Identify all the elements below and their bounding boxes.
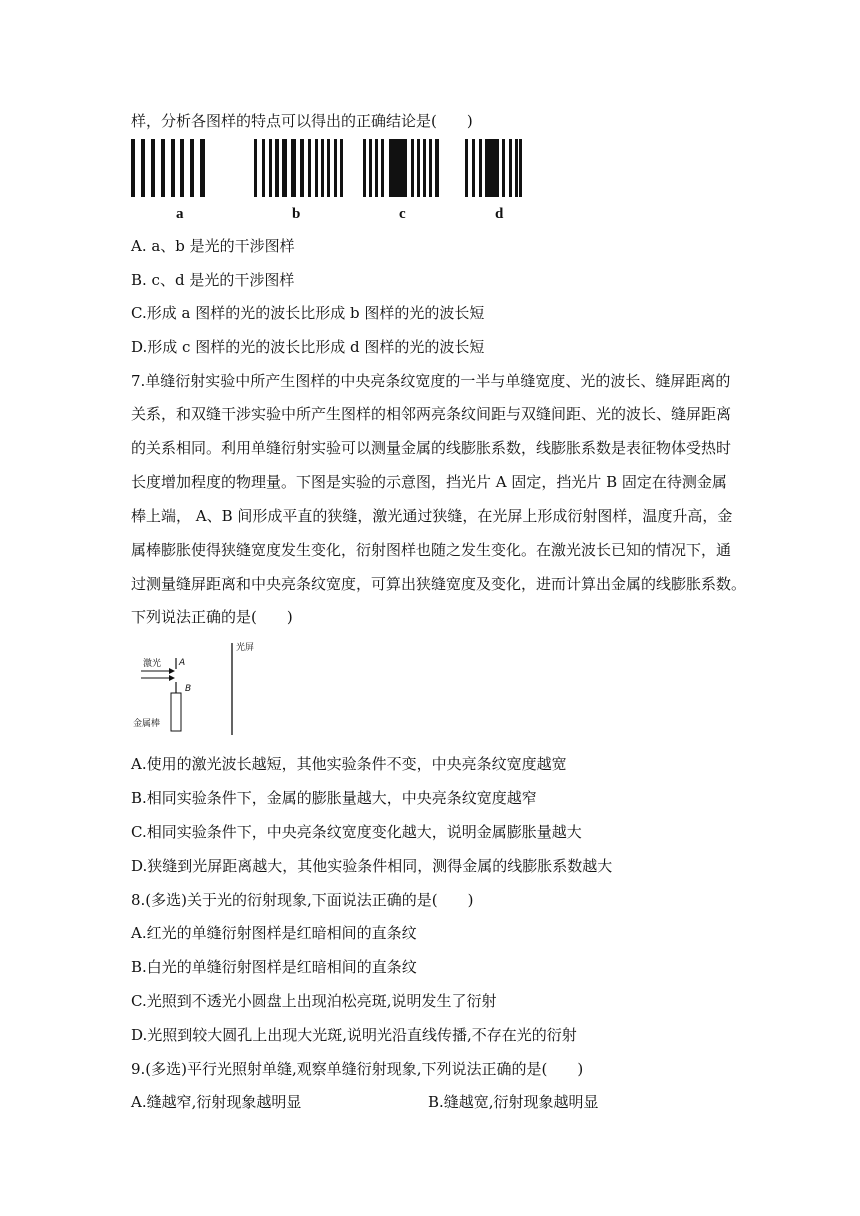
pattern-b-label: b: [292, 206, 301, 222]
q7-option-b: B.相同实验条件下，金属的膨胀量越大，中央亮条纹宽度越窄: [131, 789, 537, 807]
fringe-bar: [363, 139, 366, 197]
q8-option-c: C.光照到不透光小圆盘上出现泊松亮斑,说明发生了衍射: [131, 992, 497, 1010]
q7-stem-line-2: 关系，和双缝干涉实验中所产生图样的相邻两亮条纹间距与双缝间距、光的波长、缝屏距离: [131, 405, 732, 423]
fringe-bar: [502, 139, 505, 197]
q6-option-a: A. a、b 是光的干涉图样: [131, 237, 295, 255]
fringe-bar: [375, 139, 378, 197]
fringe-bar: [315, 139, 318, 197]
fringe-bar: [389, 139, 407, 197]
q8-option-d: D.光照到较大圆孔上出现大光斑,说明光沿直线传播,不存在光的衍射: [131, 1026, 577, 1044]
fringe-bar: [308, 139, 311, 197]
q7-stem-line-6: 属棒膨胀使得狭缝宽度发生变化，衍射图样也随之发生变化。在激光波长已知的情况下，通: [131, 541, 732, 559]
q6-option-b: B. c、d 是光的干涉图样: [131, 271, 295, 289]
screen-label: 光屏: [236, 643, 255, 653]
q7-option-c: C.相同实验条件下，中央亮条纹宽度变化越大，说明金属膨胀量越大: [131, 823, 582, 841]
fringe-patterns-figure: [131, 139, 531, 227]
fringe-bar: [515, 139, 518, 197]
q7-option-a: A.使用的激光波长越短，其他实验条件不变，中央亮条纹宽度越宽: [131, 755, 567, 773]
q8-option-a: A.红光的单缝衍射图样是红暗相间的直条纹: [131, 924, 417, 942]
fringe-bar: [509, 139, 512, 197]
fringe-bar: [472, 139, 475, 197]
laser-label: 激光: [143, 659, 162, 669]
pattern-c-label: c: [399, 206, 406, 222]
experiment-setup-figure: [131, 640, 291, 740]
fringe-bar: [327, 139, 330, 197]
fringe-bar: [282, 139, 287, 197]
fringe-bar: [369, 139, 372, 197]
fringe-bar: [161, 139, 165, 197]
shutter-a-label: A: [179, 658, 186, 668]
metal-rod: [171, 693, 181, 731]
fringe-bar: [519, 139, 522, 197]
fringe-bar: [485, 139, 499, 197]
fringe-bar: [131, 139, 135, 197]
fringe-bar: [435, 139, 439, 197]
q6-option-c: C.形成 a 图样的光的波长比形成 b 图样的光的波长短: [131, 304, 485, 322]
fringe-bar: [300, 139, 304, 197]
q9-option-a: A.缝越窄,衍射现象越明显: [131, 1093, 302, 1111]
q6-option-d: D.形成 c 图样的光的波长比形成 d 图样的光的波长短: [131, 338, 485, 356]
q8-stem: 8.(多选)关于光的衍射现象,下面说法正确的是( ): [131, 891, 474, 909]
fringe-bar: [340, 139, 343, 197]
q7-stem-line-7: 过测量缝屏距离和中央亮条纹宽度，可算出狭缝宽度及变化，进而计算出金属的线膨胀系数。: [131, 575, 747, 593]
q7-stem-line-5: 棒上端， A、B 间形成平直的狭缝，激光通过狭缝，在光屏上形成衍射图样，温度升高，金: [131, 507, 733, 525]
fringe-bar: [190, 139, 194, 197]
q9-stem: 9.(多选)平行光照射单缝,观察单缝衍射现象,下列说法正确的是( ): [131, 1060, 584, 1078]
fringe-bar: [269, 139, 272, 197]
q7-stem-line-8: 下列说法正确的是( ): [131, 608, 293, 626]
q8-option-b: B.白光的单缝衍射图样是红暗相间的直条纹: [131, 958, 417, 976]
fringe-bar: [291, 139, 296, 197]
fringe-bar: [423, 139, 426, 197]
q6-stem-tail: 样，分析各图样的特点可以得出的正确结论是( ): [131, 112, 473, 130]
pattern-a: [131, 139, 207, 197]
fringe-bar: [180, 139, 184, 197]
fringe-bar: [262, 139, 265, 197]
laser-arrowhead-1: [169, 668, 175, 674]
q7-stem-line-4: 长度增加程度的物理量。下图是实验的示意图，挡光片 A 固定，挡光片 B 固定在待测金属: [131, 473, 727, 491]
shutter-b-label: B: [185, 684, 192, 694]
pattern-d: [465, 139, 522, 197]
fringe-bar: [321, 139, 324, 197]
q7-stem-line-3: 的关系相同。利用单缝衍射实验可以测量金属的线膨胀系数，线膨胀系数是表征物体受热时: [131, 439, 732, 457]
pattern-b: [254, 139, 344, 197]
q7-option-d: D.狭缝到光屏距离越大，其他实验条件相同，测得金属的线膨胀系数越大: [131, 857, 613, 875]
rod-label: 金属棒: [133, 719, 161, 729]
fringe-bar: [417, 139, 420, 197]
fringe-bar: [334, 139, 337, 197]
fringe-bar: [151, 139, 155, 197]
fringe-bar: [411, 139, 414, 197]
pattern-a-label: a: [176, 206, 184, 222]
fringe-bar: [275, 139, 279, 197]
fringe-bar: [479, 139, 482, 197]
q9-option-b: B.缝越宽,衍射现象越明显: [428, 1093, 599, 1111]
fringe-bar: [381, 139, 384, 197]
laser-arrowhead-2: [169, 675, 175, 681]
fringe-bar: [171, 139, 175, 197]
pattern-c: [363, 139, 440, 197]
fringe-bar: [429, 139, 432, 197]
q7-stem-line-1: 7.单缝衍射实验中所产生图样的中央亮条纹宽度的一半与单缝宽度、光的波长、缝屏距离的: [131, 372, 731, 390]
fringe-bar: [200, 139, 205, 197]
fringe-bar: [254, 139, 257, 197]
fringe-bar: [141, 139, 145, 197]
pattern-d-label: d: [495, 206, 504, 222]
fringe-bar: [465, 139, 468, 197]
